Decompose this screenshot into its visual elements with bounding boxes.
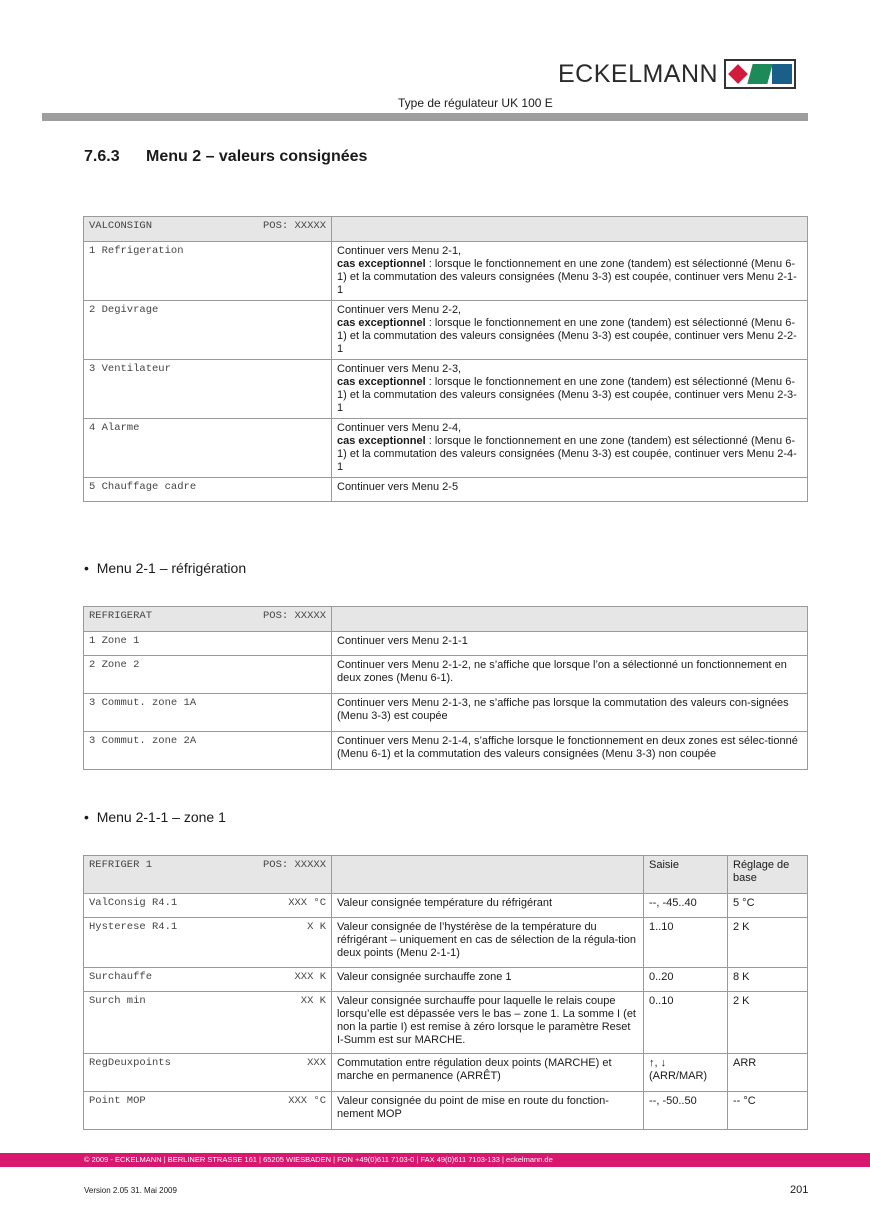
table-row: Surch min XX K Valeur consignée surchauffe pour laquelle le relais coupe lorsqu’elle est dépassée vers le bas – zone 1. La somme I (et non la partie I) est remise à zéro lorsque le paramètre Reset I-Summ est sur MARCHE. 0..10 2 K xyxy=(84,992,808,1054)
table-row: ValConsig R4.1 XXX °C Valeur consignée température du réfrigérant --, -45..40 5 °C xyxy=(84,894,808,918)
table-row: Surchauffe XXX K Valeur consignée surchauffe zone 1 0..20 8 K xyxy=(84,968,808,992)
page-number: 201 xyxy=(790,1184,809,1196)
version-info: Version 2.05 31. Mai 2009 xyxy=(84,1186,177,1195)
valconsign-table xyxy=(83,216,808,502)
section-number: 7.6.3 xyxy=(84,148,120,165)
table-row: Point MOP XXX °C Valeur consignée du point de mise en route du fonction-nement MOP --, -50..50 -- °C xyxy=(84,1092,808,1130)
table-row: 1 Refrigeration Continuer vers Menu 2-1, cas exceptionnel : lorsque le fonctionnement en une zone (tandem) est sélectionné (Menu 6-1) et la commutation des valeurs consignées (Menu 3-3) est coupée, continuer vers Menu 2-1-1 xyxy=(84,242,808,301)
table-row: 2 Zone 2 Continuer vers Menu 2-1-2, ne s’affiche que lorsque l’on a sélectionné un fonctionnement en deux zones (Menu 6-1). xyxy=(84,656,808,694)
section-title: Menu 2 – valeurs consignées xyxy=(146,148,368,165)
table-row: 5 Chauffage cadre Continuer vers Menu 2-5 xyxy=(84,478,808,502)
col-reglage: Réglage de base xyxy=(728,856,808,894)
footer-copyright: © 2009 - ECKELMANN | BERLINER STRASSE 161 | 65205 WIESBADEN | FON +49(0)611 7103-0 | FAX 49(0)611 7103-133 | eckelmann.de xyxy=(84,1155,553,1164)
table-header-cell: VALCONSIGN POS: XXXXX xyxy=(84,217,332,242)
bullet-menu-2-1: • Menu 2-1 – réfrigération xyxy=(84,560,247,576)
eckelmann-logo xyxy=(558,59,796,89)
bullet-menu-2-1-1: • Menu 2-1-1 – zone 1 xyxy=(84,809,226,825)
table-header-cell: REFRIGERAT POS: XXXXX xyxy=(84,607,332,632)
table-header-cell: REFRIGER 1 POS: XXXXX xyxy=(84,856,332,894)
logo-boxes-icon xyxy=(724,59,796,89)
table-row: 1 Zone 1 Continuer vers Menu 2-1-1 xyxy=(84,632,808,656)
header-divider xyxy=(42,113,808,121)
doc-subtitle: Type de régulateur UK 100 E xyxy=(398,96,553,110)
refrigerat-table xyxy=(83,606,808,770)
footer-bar xyxy=(0,1153,870,1167)
refriger1-table xyxy=(83,855,808,1130)
table-row: 2 Degivrage Continuer vers Menu 2-2, cas exceptionnel : lorsque le fonctionnement en une zone (tandem) est sélectionné (Menu 6-1) et la commutation des valeurs consignées (Menu 3-3) est coupée, continuer vers Menu 2-2-1 xyxy=(84,301,808,360)
table-row: 4 Alarme Continuer vers Menu 2-4, cas exceptionnel : lorsque le fonctionnement en une zone (tandem) est sélectionné (Menu 6-1) et la commutation des valeurs consignées (Menu 3-3) est coupée, continuer vers Menu 2-4-1 xyxy=(84,419,808,478)
table-row: Hysterese R4.1 X K Valeur consignée de l’hystérèse de la température du réfrigérant – uniquement en cas de sélection de la régula-tion deux points (Menu 2-1-1) 1..10 2 K xyxy=(84,918,808,968)
col-saisie: Saisie xyxy=(644,856,728,894)
table-row: 3 Commut. zone 1A Continuer vers Menu 2-1-3, ne s’affiche pas lorsque la commutation des valeurs con-signées (Menu 3-3) est coupée xyxy=(84,694,808,732)
table-row: 3 Ventilateur Continuer vers Menu 2-3, cas exceptionnel : lorsque le fonctionnement en une zone (tandem) est sélectionné (Menu 6-1) et la commutation des valeurs consignées (Menu 3-3) est coupée, continuer vers Menu 2-3-1 xyxy=(84,360,808,419)
table-row: 3 Commut. zone 2A Continuer vers Menu 2-1-4, s’affiche lorsque le fonctionnement en deux zones est sélec-tionné (Menu 6-1) et la commutation des valeurs consignées (Menu 3-3) non coupée xyxy=(84,732,808,770)
brand-name: ECKELMANN xyxy=(558,59,719,88)
section-heading xyxy=(84,148,367,166)
table-row: RegDeuxpoints XXX Commutation entre régulation deux points (MARCHE) et marche en permanence (ARRÊT) ↑, ↓ (ARR/MAR) ARR xyxy=(84,1054,808,1092)
